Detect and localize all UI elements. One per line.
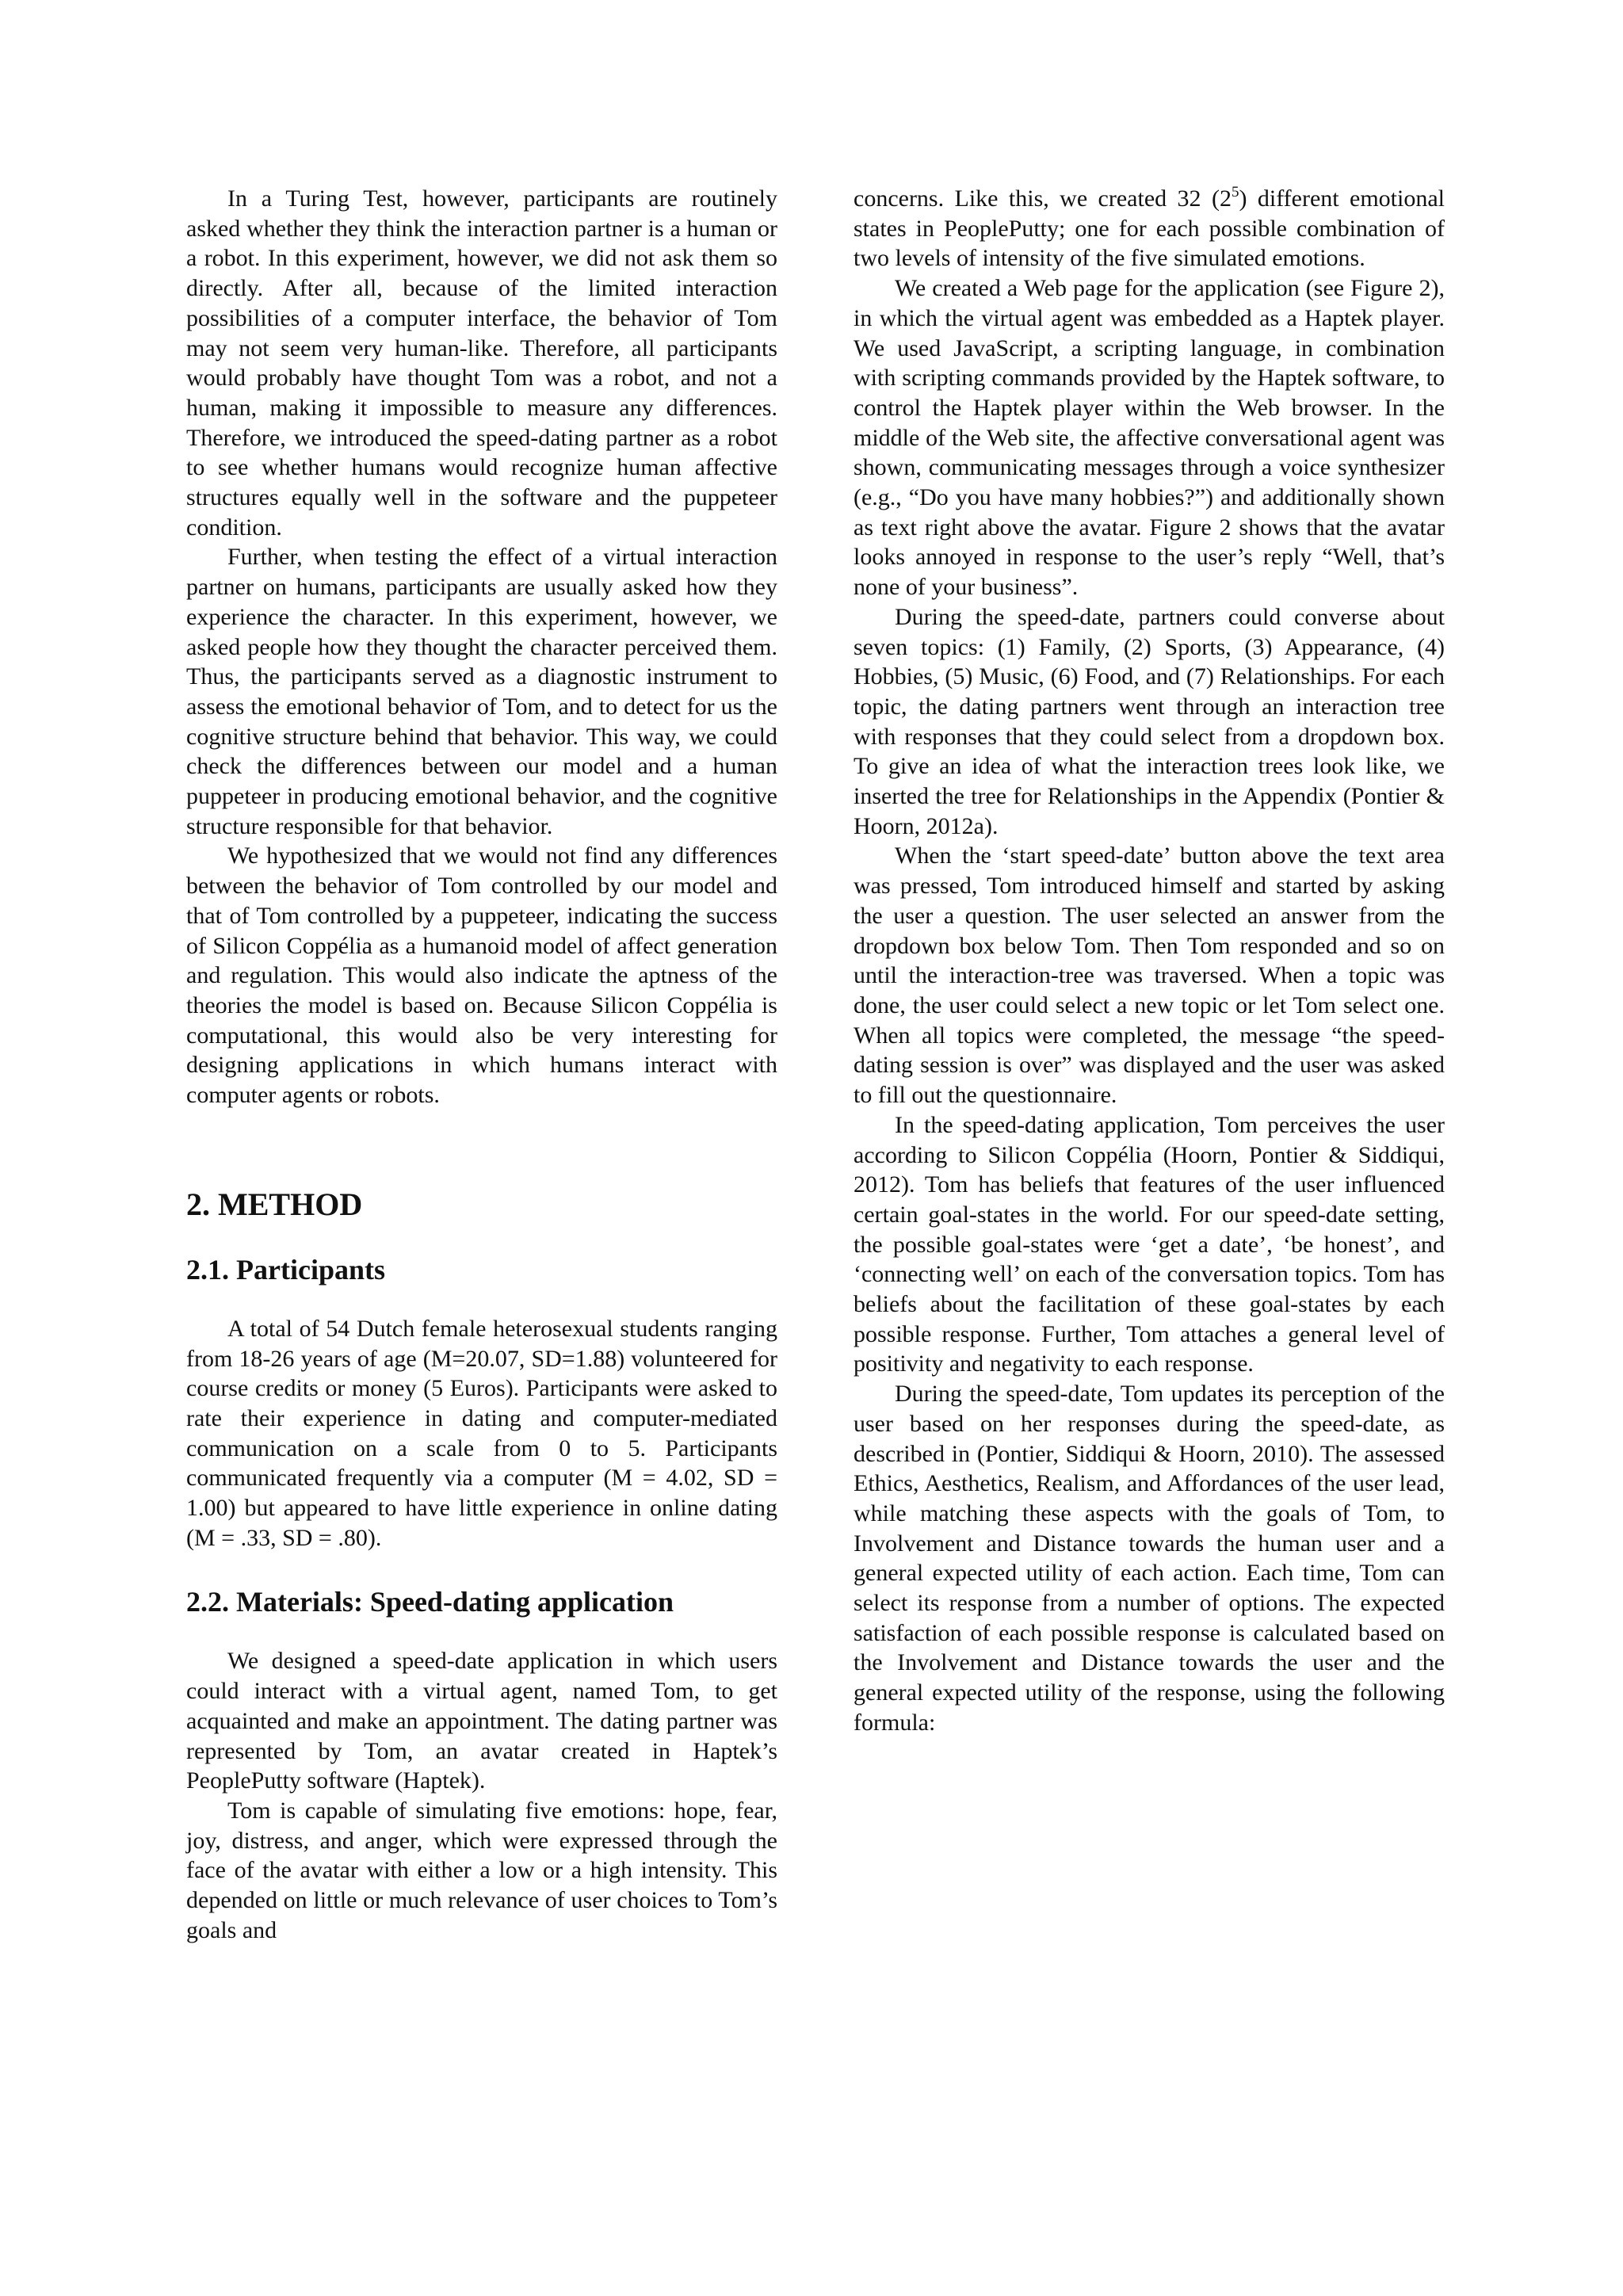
materials-paragraph-application: We designed a speed-date application in which users could interact with a virtual agent, named Tom, to get acquainted and make an appointment. The dating partner was represented by Tom, an avatar created in Haptek’s PeoplePutty software (Haptek). xyxy=(186,1648,777,1794)
section-heading-method: 2. METHOD xyxy=(186,1186,363,1222)
paragraph-update: During the speed-date, Tom updates its perception of the user based on her responses during the speed-date, as described in (Pontier, Siddiqui & Hoorn, 2010). The assessed Ethics, Aesthetics, Realism, and Affordances of the user lead, while matching these aspects with the goals of Tom, to Involvement and Distance towards the human user and a general expected utility of each action. Each time, Tom can select its response from a number of options. The expected satisfaction of each possible response is calculated based on the Involvement and Distance towards the user and the general expected utility of the response, using the following formula: xyxy=(854,1381,1445,1736)
continuation-text-start: concerns. Like this, we created 32 (2 xyxy=(854,185,1232,212)
continuation-paragraph xyxy=(854,184,1445,273)
intro-paragraph-virtual-partner: Further, when testing the effect of a virtual interaction partner on humans, participants are usually asked how they experience the character. In this experiment, however, we asked people how they thought the character perceived them. Thus, the participants served as a diagnostic instrument to assess the emotional behavior of Tom, and to detect for us the cognitive structure behind that behavior. This way, we could check the differences between our model and a human puppeteer in producing emotional behavior, and the cognitive structure responsible for that behavior. xyxy=(186,544,777,839)
paragraph-topics: During the speed-date, partners could converse about seven topics: (1) Family, (2) Sports, (3) Appearance, (4) Hobbies, (5) Music, (6) Food, and (7) Relationships. For each topic, the dating partners went through an interaction tree with responses that they could select from a dropdown box. To give an idea of what the interaction trees look like, we inserted the tree for Relationships in the Appendix (Pontier & Hoorn, 2012a). xyxy=(854,603,1445,839)
continuation-text-end: ) different emotional states in PeoplePutty; one for each possible combination of two levels of intensity of the five simulated emotions. xyxy=(854,185,1445,272)
paragraph-perception: In the speed-dating application, Tom perceives the user according to Silicon Coppélia (Hoorn, Pontier & Siddiqui, 2012). Tom has beliefs that features of the user influenced certain goal-states in the world. For our speed-date setting, the possible goal-states were ‘get a date’, ‘be honest’, and ‘connecting well’ on each of the conversation topics. Tom has beliefs about the facilitation of these goal-states by each possible response. Further, Tom attaches a general level of positivity and negativity to each response. xyxy=(854,1111,1445,1377)
subsection-heading-materials: 2.2. Materials: Speed-dating application xyxy=(186,1586,674,1618)
paragraph-web-page: We created a Web page for the application (see Figure 2), in which the virtual agent was embedded as a Haptek player. We used JavaScript, a scripting language, in combination with scripting commands provided by the Haptek software, to control the Haptek player within the Web browser. In the middle of the Web site, the affective conversational agent was shown, communicating messages through a voice synthesizer (e.g., “Do you have many hobbies?”) and additionally shown as text right above the avatar. Figure 2 shows that the avatar looks annoyed in response to the user’s reply “Well, that’s none of your business”. xyxy=(854,275,1445,601)
exponent-superscript: 5 xyxy=(1231,184,1239,201)
intro-paragraph-hypothesis: We hypothesized that we would not find any differences between the behavior of Tom controlled by our model and that of Tom controlled by a puppeteer, indicating the success of Silicon Coppélia as a humanoid model of affect generation and regulation. This would also indicate the aptness of the theories the model is based on. Because Silicon Coppélia is computational, this would also be very interesting for designing applications in which humans interact with computer agents or robots. xyxy=(186,842,777,1109)
intro-paragraph-turing-test: In a Turing Test, however, participants are routinely asked whether they think the interaction partner is a human or a robot. In this experiment, however, we did not ask them so directly. After all, because of the limited interaction possibilities of a computer interface, the behavior of Tom may not seem very human-like. Therefore, all participants would probably have thought Tom was a robot, and not a human, making it impossible to measure any differences. Therefore, we introduced the speed-dating partner as a robot to see whether humans would recognize human affective structures equally well in the software and the puppeteer condition. xyxy=(186,185,777,541)
right-column xyxy=(854,184,1445,1738)
materials-paragraph-emotions: Tom is capable of simulating five emotions: hope, fear, joy, distress, and anger, which were expressed through the face of the avatar with either a low or a high intensity. This depended on little or much relevance of user choices to Tom’s goals and xyxy=(186,1797,777,1943)
participants-paragraph: A total of 54 Dutch female heterosexual students ranging from 18-26 years of age (M=20.07, SD=1.88) volunteered for course credits or money (5 Euros). Participants were asked to rate their experience in dating and computer-mediated communication on a scale from 0 to 5. Participants communicated frequently via a computer (M = 4.02, SD = 1.00) but appeared to have little experience in online dating (M = .33, SD = .80). xyxy=(186,1315,777,1551)
subsection-heading-participants: 2.1. Participants xyxy=(186,1253,385,1286)
left-column xyxy=(186,184,777,1945)
paragraph-start-button: When the ‘start speed-date’ button above the text area was pressed, Tom introduced himself and started by asking the user a question. The user selected an answer from the dropdown box below Tom. Then Tom responded and so on until the interaction-tree was traversed. When a topic was done, the user could select a new topic or let Tom select one. When all topics were completed, the message “the speed-dating session is over” was displayed and the user was asked to fill out the questionnaire. xyxy=(854,842,1445,1109)
